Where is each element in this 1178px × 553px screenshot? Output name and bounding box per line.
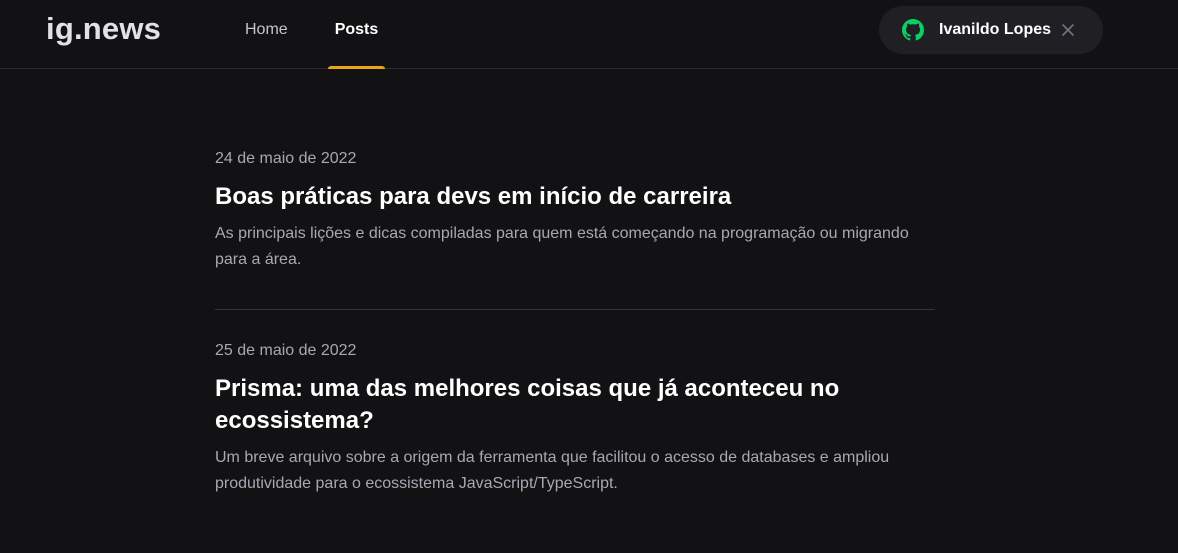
post-title: Prisma: uma das melhores coisas que já aconteceu no ecossistema? [215,375,840,434]
nav-posts-link[interactable] [328,0,385,69]
active-nav-indicator [328,66,385,69]
post-date: 25 de maio de 2022 [215,342,357,359]
close-icon[interactable] [1060,22,1076,38]
nav-home-link[interactable]: Home [245,21,288,38]
post-title: Boas práticas para devs em início de carreira [215,183,732,210]
signed-in-user-name: Ivanildo Lopes [939,21,1052,38]
post-divider [215,309,935,310]
post-date: 24 de maio de 2022 [215,150,357,167]
post-item[interactable] [215,341,935,497]
post-item[interactable] [215,149,935,273]
logo[interactable]: ig.news [46,11,162,46]
github-signin-button[interactable] [879,6,1103,54]
github-icon [902,19,924,41]
site-header [0,0,1178,69]
post-excerpt: Um breve arquivo sobre a origem da ferramenta que facilitou o acesso de databases e ampliou produtividade para o ecossistema JavaScript/TypeScript. [215,449,890,492]
nav-posts-label: Posts [334,21,379,38]
post-excerpt: As principais lições e dicas compiladas para quem está começando na programação ou migrando para a área. [215,225,909,268]
